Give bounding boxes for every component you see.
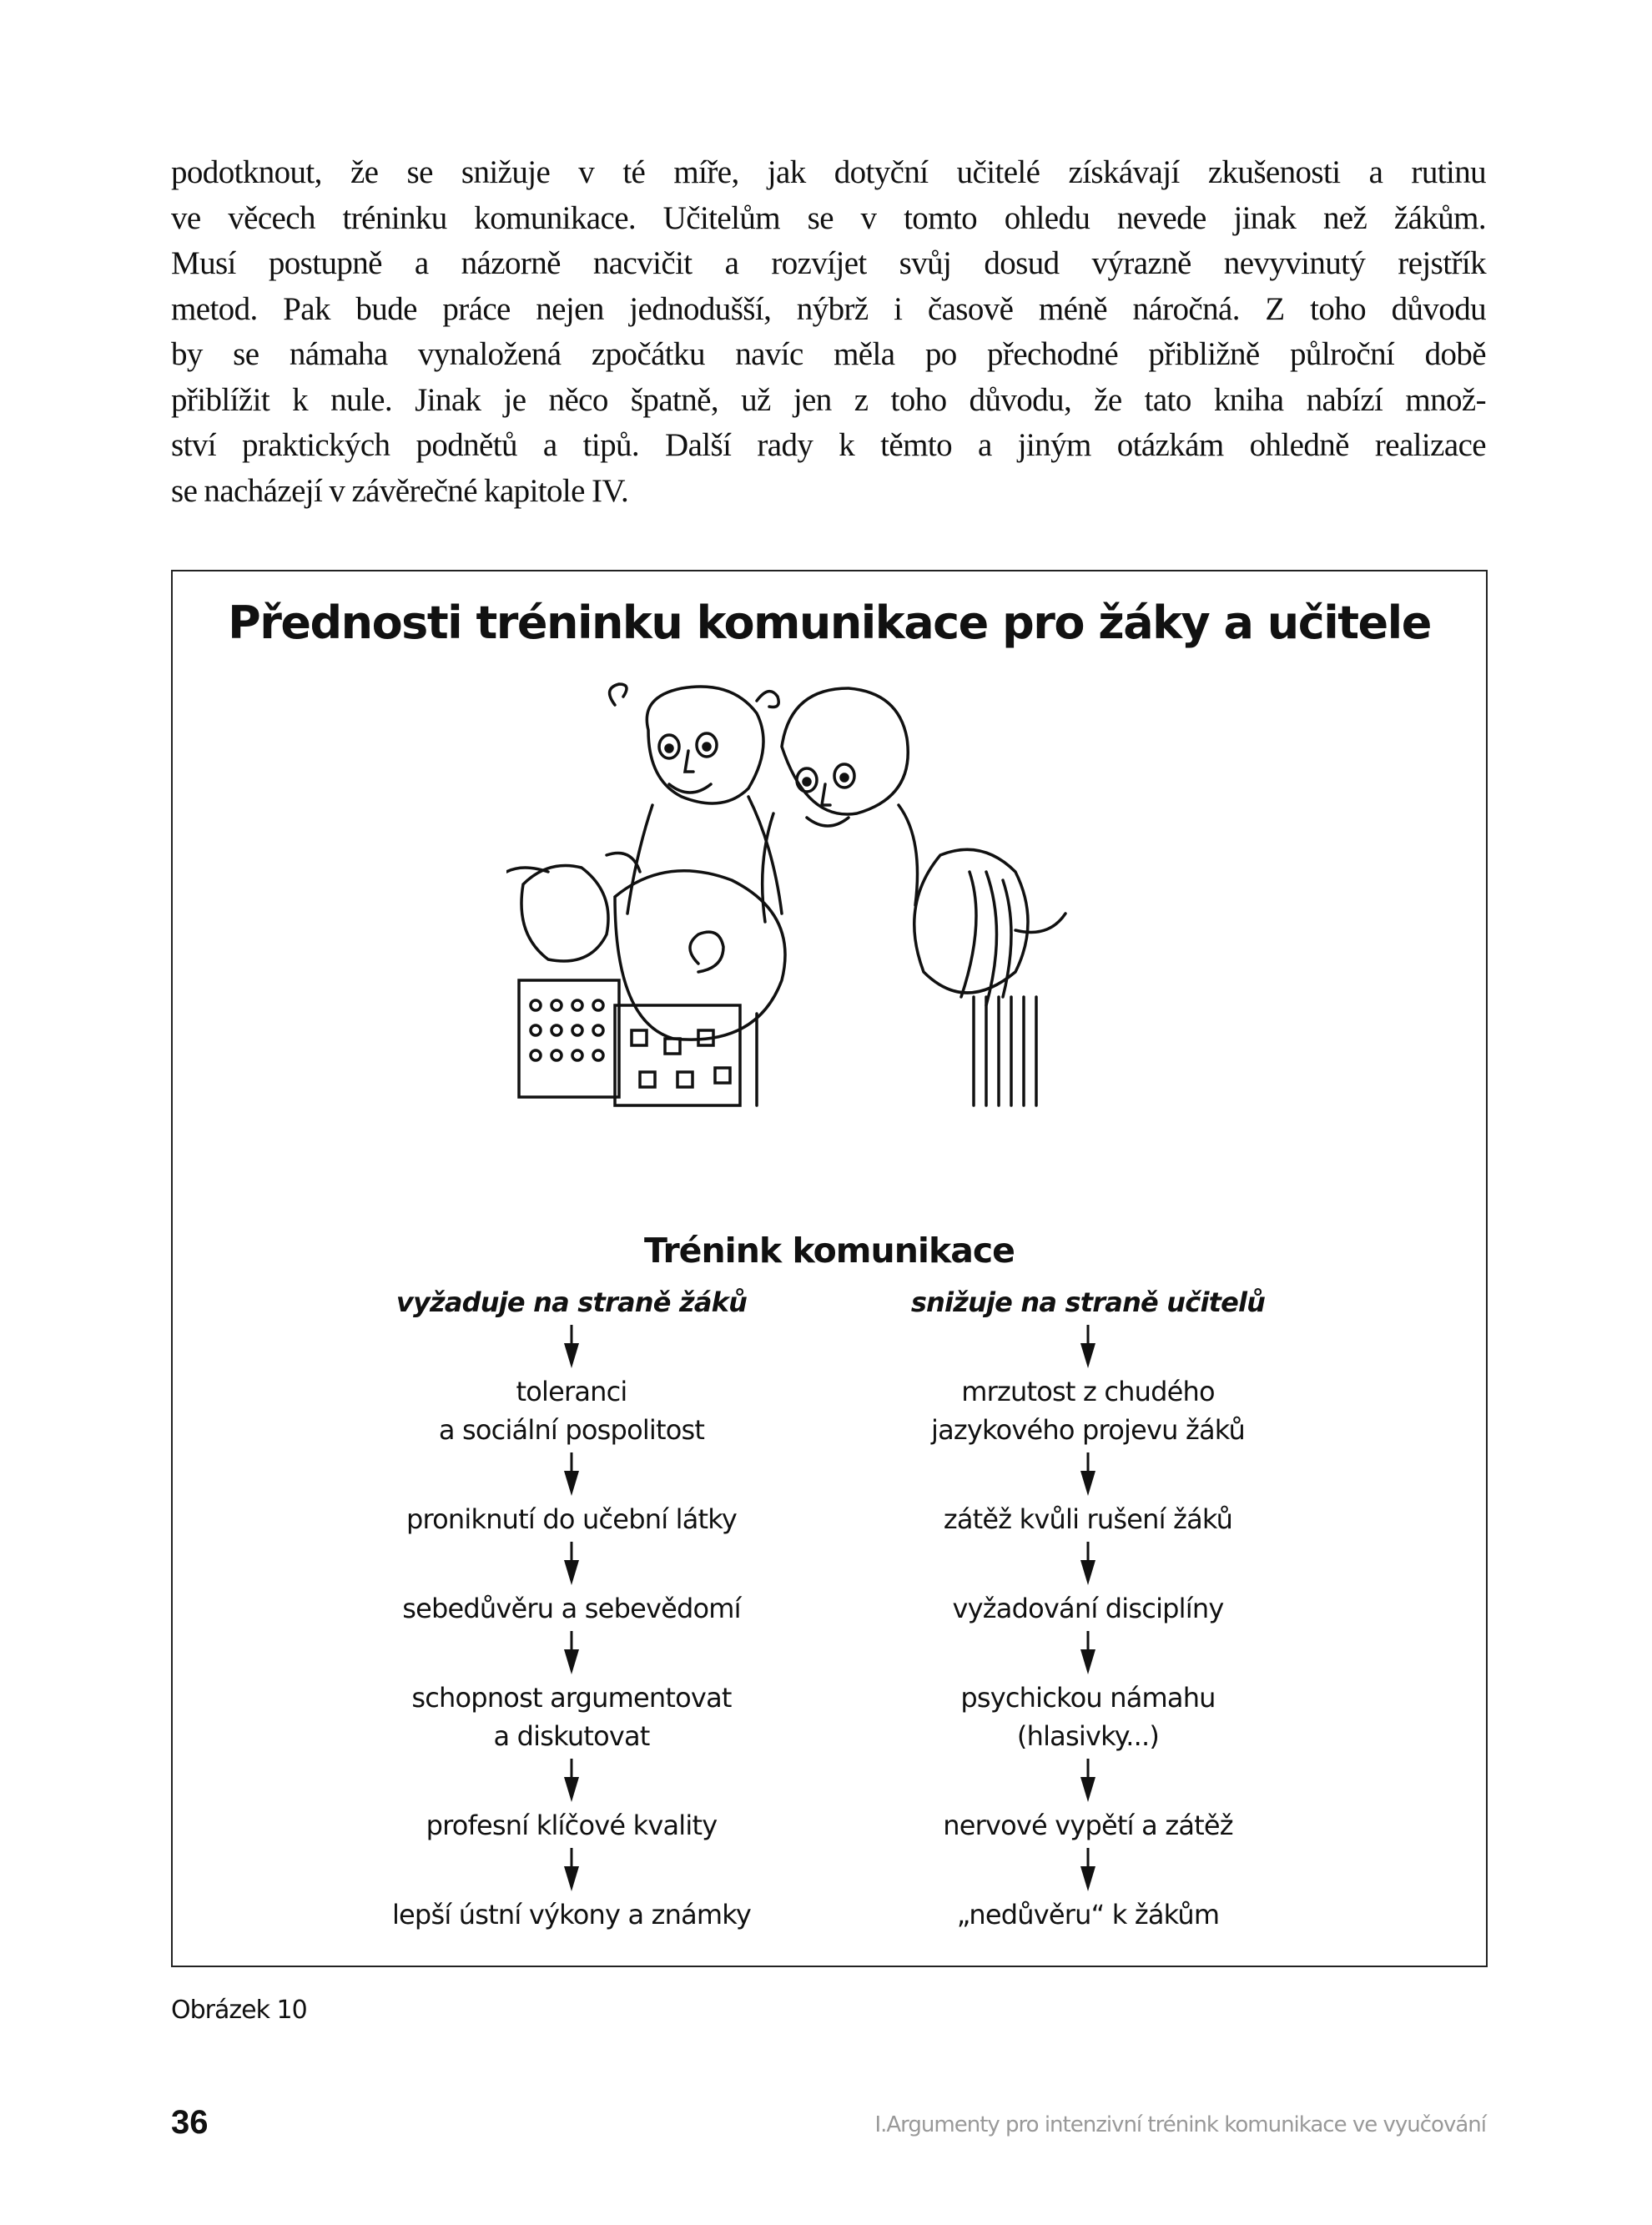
text-line: metod. Pak bude práce nejen jednodušší, nýbrž i časově méně náročná. Z toho důvodu — [171, 290, 1486, 327]
left-column-header: vyžaduje na straně žáků — [395, 1286, 748, 1318]
figure-caption: Obrázek 10 — [171, 1996, 307, 2025]
flow-item — [953, 1589, 1224, 1628]
flow-item-line: proniknutí do učební látky — [405, 1503, 738, 1535]
arrow-down-icon — [559, 1628, 584, 1679]
body-paragraph — [171, 150, 1486, 514]
flow-item-line: sebedůvěru a sebevědomí — [402, 1593, 741, 1624]
flow-item — [411, 1679, 731, 1755]
left-column — [280, 1283, 864, 1934]
flow-item — [392, 1895, 751, 1934]
text-line: přiblížit k nule. Jinak je něco špatně, už jen z toho důvodu, že tato kniha nabízí množ- — [171, 381, 1486, 418]
flow-item-line: mrzutost z chudého — [961, 1376, 1215, 1407]
arrow-down-icon — [1075, 1449, 1100, 1500]
flow-item-line: schopnost argumentovat — [411, 1682, 732, 1714]
flow-item-line: psychickou námahu — [960, 1682, 1216, 1714]
arrow-down-icon — [559, 1538, 584, 1589]
arrow-down-icon — [559, 1755, 584, 1806]
arrow-down-icon — [1075, 1845, 1100, 1895]
arrow-down-icon — [559, 1449, 584, 1500]
running-title: I.Argumenty pro intenzivní trénink komunikace ve vyučování — [874, 2112, 1486, 2137]
arrow-down-icon — [559, 1845, 584, 1895]
right-column — [796, 1283, 1380, 1934]
text-line: ve věcech tréninku komunikace. Učitelům se v tomto ohledu nevede jinak než žákům. — [171, 199, 1486, 236]
flow-item-line: a sociální pospolitost — [438, 1414, 705, 1446]
flow-item-line: vyžadování disciplíny — [952, 1593, 1224, 1624]
flow-item-line: profesní klíčové kvality — [426, 1810, 718, 1841]
flow-item — [439, 1372, 704, 1449]
flow-item — [931, 1372, 1245, 1449]
page-number: 36 — [171, 2104, 209, 2141]
arrow-down-icon — [1075, 1755, 1100, 1806]
flow-item-line: a diskutovat — [493, 1720, 650, 1752]
arrow-down-icon — [1075, 1538, 1100, 1589]
right-column-header: snižuje na straně učitelů — [910, 1286, 1266, 1318]
flow-item-line: lepší ústní výkony a známky — [391, 1899, 752, 1931]
flow-item — [943, 1806, 1233, 1845]
flow-item — [957, 1895, 1220, 1934]
flow-item — [426, 1806, 718, 1845]
flow-item-line: „nedůvěru“ k žákům — [956, 1899, 1220, 1931]
figure-subtitle: Trénink komunikace — [644, 1231, 1015, 1271]
figure-box — [171, 570, 1488, 1967]
flow-item — [406, 1500, 737, 1538]
flow-item-line: toleranci — [516, 1376, 627, 1407]
arrow-down-icon — [559, 1321, 584, 1372]
text-line: se nacházejí v závěrečné kapitole IV. — [171, 472, 629, 509]
flow-item-line: (hlasivky...) — [1016, 1720, 1160, 1752]
text-line: ství praktických podnětů a tipů. Další rady k těmto a jiným otázkám ohledně realizace — [171, 427, 1486, 463]
text-line: by se námaha vynaložená zpočátku navíc měla po přechodné přibližně půlroční době — [171, 336, 1486, 372]
flow-item-line: zátěž kvůli rušení žáků — [943, 1503, 1233, 1535]
arrow-down-icon — [1075, 1628, 1100, 1679]
people-illustration — [506, 680, 1157, 1180]
flow-item — [402, 1589, 741, 1628]
flow-item — [960, 1679, 1215, 1755]
flow-item — [944, 1500, 1232, 1538]
text-line: podotknout, že se snižuje v té míře, jak dotyční učitelé získávají zkušenosti a rutinu — [171, 154, 1486, 190]
flow-item-line: nervové vypětí a zátěž — [943, 1810, 1233, 1841]
text-line: Musí postupně a názorně nacvičit a rozvíjet svůj dosud výrazně nevyvinutý rejstřík — [171, 245, 1486, 281]
flow-item-line: jazykového projevu žáků — [930, 1414, 1245, 1446]
arrow-down-icon — [1075, 1321, 1100, 1372]
figure-title: Přednosti tréninku komunikace pro žáky a učitele — [228, 597, 1431, 649]
